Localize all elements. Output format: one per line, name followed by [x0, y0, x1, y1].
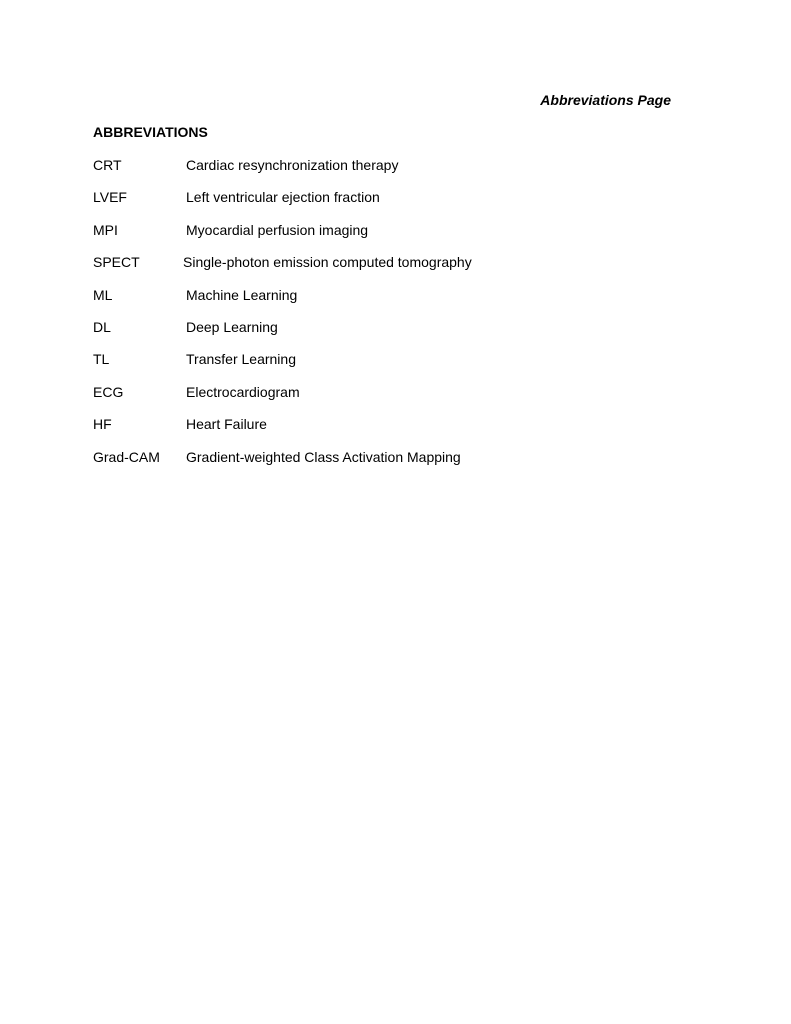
abbreviation-definition: Single-photon emission computed tomography — [183, 254, 472, 271]
abbreviation-definition: Gradient-weighted Class Activation Mapping — [186, 448, 461, 465]
abbreviation-term: TL — [93, 351, 110, 368]
abbreviation-term: MPI — [93, 221, 118, 238]
section-heading: ABBREVIATIONS — [93, 124, 208, 140]
abbreviation-term: Grad-CAM — [93, 448, 160, 465]
abbreviation-term: LVEF — [93, 189, 127, 206]
abbreviation-row-hf — [93, 415, 472, 447]
abbreviation-term: DL — [93, 318, 111, 335]
abbreviation-row-spect — [93, 253, 472, 285]
abbreviation-row-grad-cam — [93, 448, 472, 480]
abbreviation-definition: Deep Learning — [186, 318, 278, 335]
abbreviation-definition: Transfer Learning — [186, 351, 296, 368]
abbreviation-definition: Heart Failure — [186, 416, 267, 433]
abbreviation-row-lvef — [93, 188, 472, 220]
abbreviation-row-dl — [93, 318, 472, 350]
abbreviation-term: HF — [93, 416, 112, 433]
abbreviation-row-crt — [93, 156, 472, 188]
abbreviation-term: ML — [93, 286, 113, 303]
abbreviation-term: ECG — [93, 383, 124, 400]
abbreviation-term: CRT — [93, 157, 122, 173]
abbreviation-row-mpi — [93, 221, 472, 253]
abbreviation-row-ecg — [93, 383, 472, 415]
abbreviation-term: SPECT — [93, 254, 140, 271]
abbreviations-list — [93, 156, 472, 480]
abbreviation-definition: Machine Learning — [186, 286, 298, 303]
abbreviation-definition: Electrocardiogram — [186, 383, 300, 400]
page-header-title: Abbreviations Page — [540, 92, 671, 108]
abbreviation-definition: Left ventricular ejection fraction — [186, 189, 380, 206]
abbreviation-definition: Cardiac resynchronization therapy — [186, 157, 399, 173]
abbreviation-row-tl — [93, 350, 472, 382]
abbreviation-definition: Myocardial perfusion imaging — [186, 221, 369, 238]
abbreviation-row-ml — [93, 286, 472, 318]
